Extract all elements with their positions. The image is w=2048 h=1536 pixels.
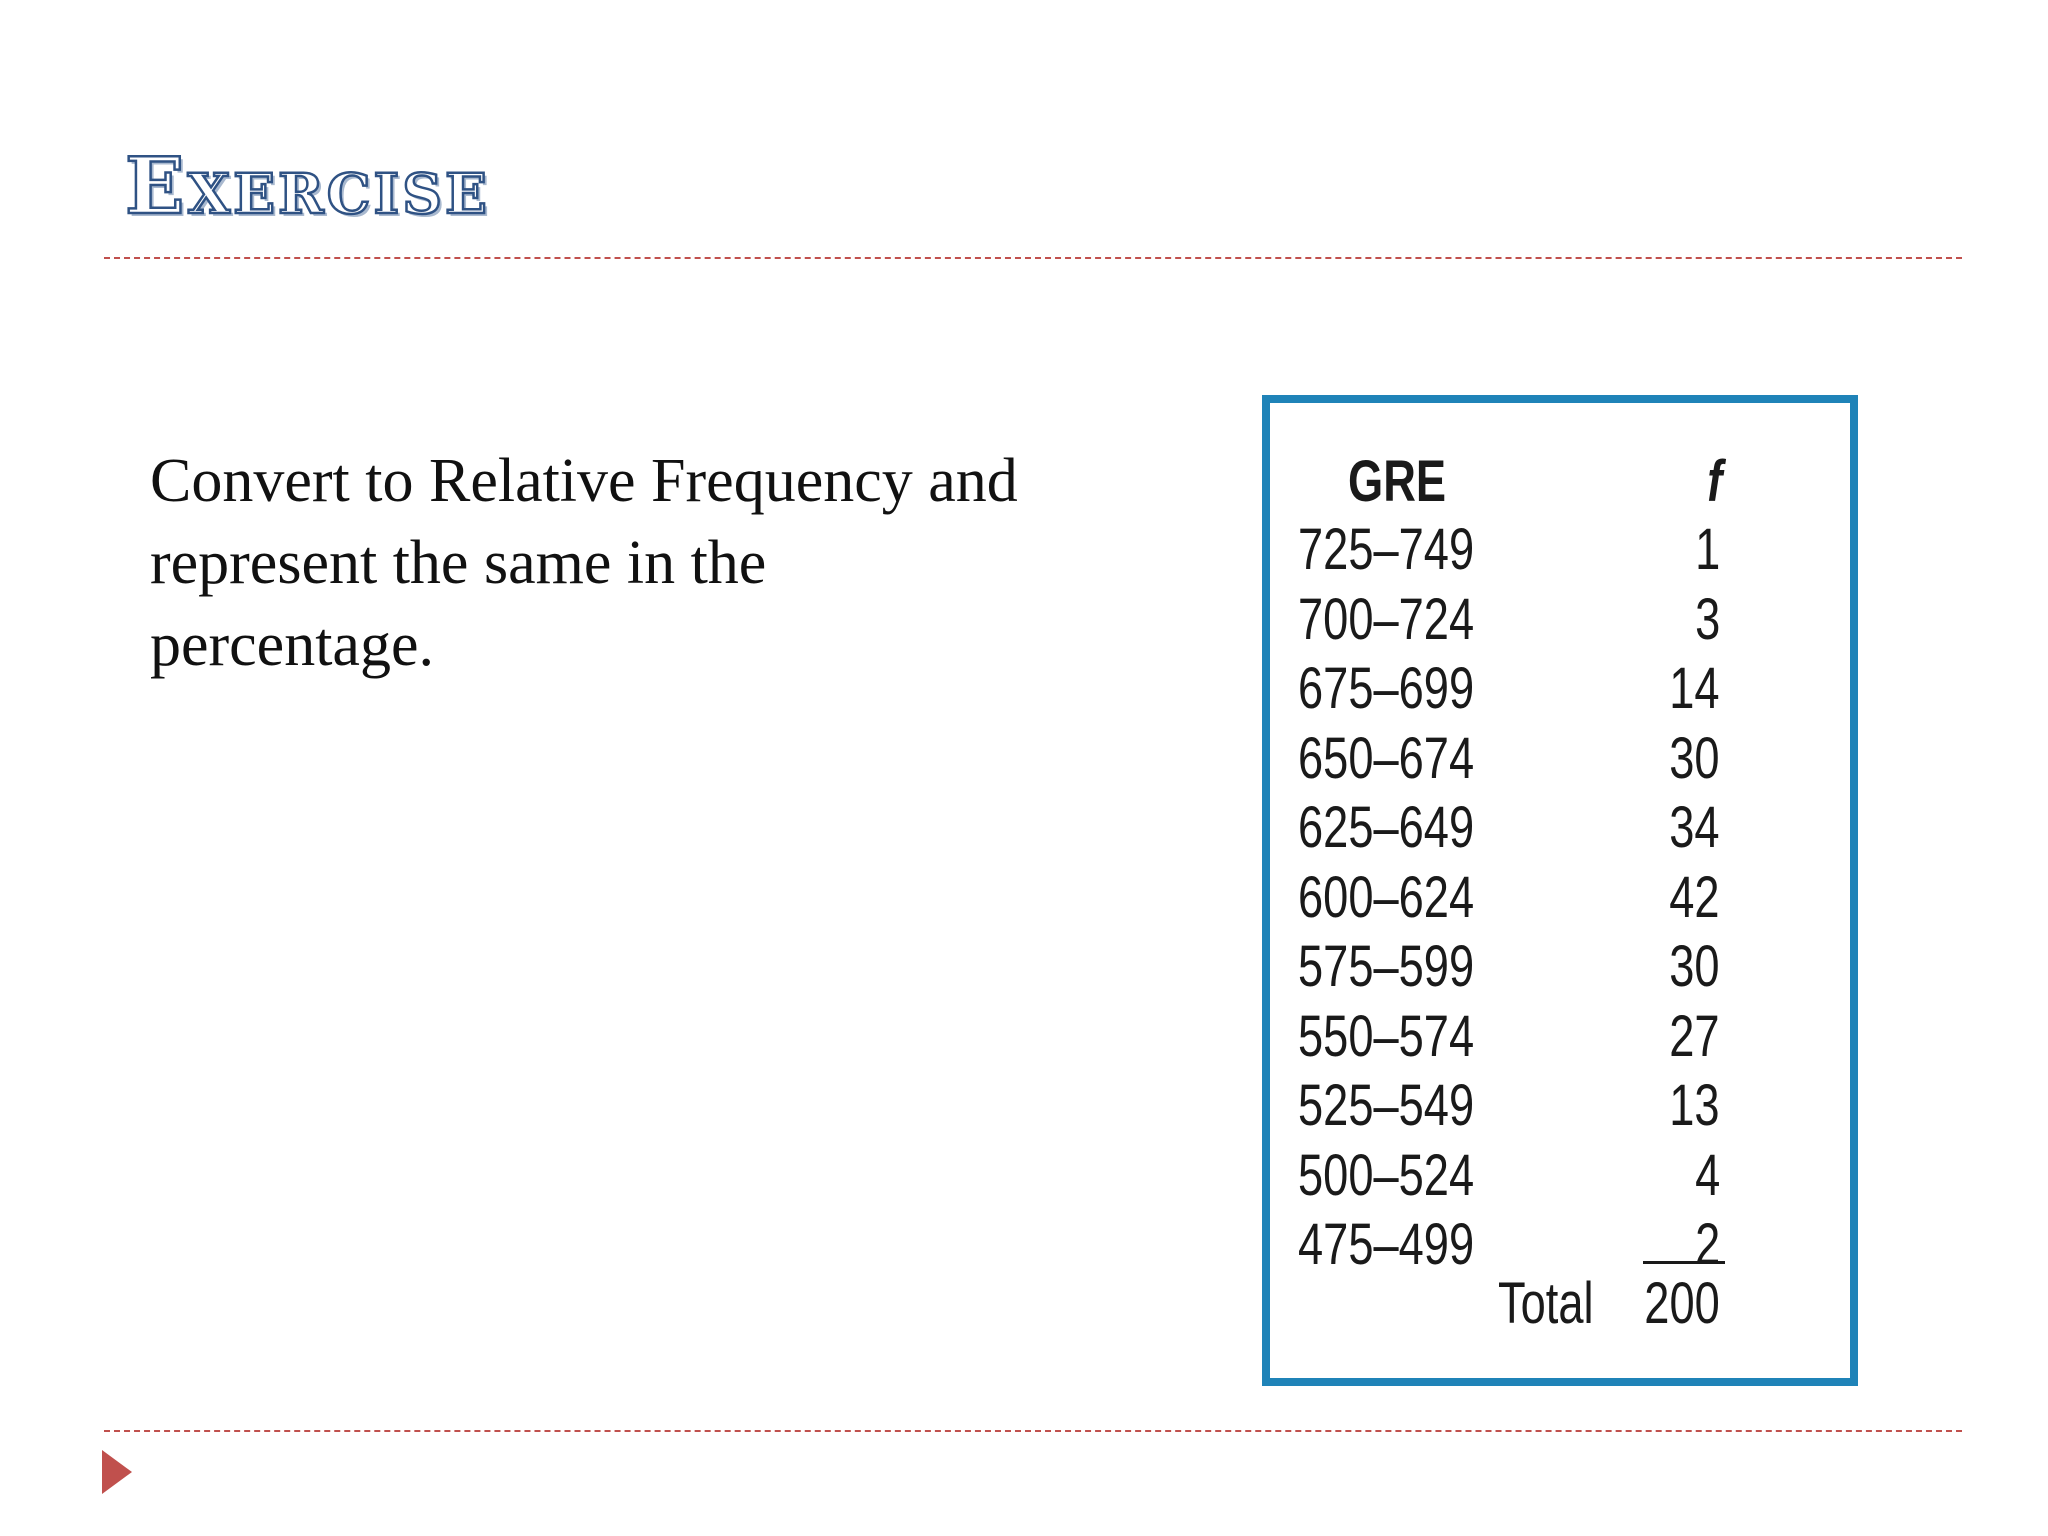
table-row-range: 500–524 [1298, 1143, 1475, 1208]
table-row-frequency: 1 [1694, 517, 1720, 582]
total-rule [1643, 1261, 1725, 1264]
table-row-frequency: 4 [1694, 1143, 1720, 1208]
bottom-divider [104, 1430, 1962, 1432]
table-row-range: 600–624 [1298, 865, 1475, 930]
table-row-frequency: 3 [1694, 587, 1720, 652]
table-row-range: 575–599 [1298, 934, 1475, 999]
table-row-range: 625–649 [1298, 795, 1475, 860]
table-row-frequency: 42 [1669, 865, 1720, 930]
table-row-range: 525–549 [1298, 1073, 1475, 1138]
triangle-right-icon [102, 1450, 132, 1494]
table-row-frequency: 34 [1669, 795, 1720, 860]
table-header-gre: GRE [1348, 449, 1447, 514]
table-row-range: 650–674 [1298, 726, 1475, 791]
table-row-frequency: 14 [1669, 656, 1720, 721]
table-header-frequency: f [1706, 449, 1722, 514]
table-row-range: 475–499 [1298, 1212, 1475, 1277]
table-row-frequency: 30 [1669, 726, 1720, 791]
instruction-text: Convert to Relative Frequency and represent the same in the percentage. [150, 447, 1018, 679]
table-row-range: 550–574 [1298, 1004, 1475, 1069]
total-label: Total [1498, 1271, 1594, 1336]
table-row-range: 700–724 [1298, 587, 1475, 652]
table-row-range: 725–749 [1298, 517, 1475, 582]
table-row-frequency: 27 [1669, 1004, 1720, 1069]
slide-title: Exercise [125, 141, 490, 232]
table-row-range: 675–699 [1298, 656, 1475, 721]
table-row-frequency: 2 [1694, 1212, 1720, 1277]
table-row-frequency: 13 [1669, 1073, 1720, 1138]
top-divider [104, 257, 1962, 259]
total-value: 200 [1644, 1271, 1720, 1336]
table-row-frequency: 30 [1669, 934, 1720, 999]
frequency-table [1262, 395, 1858, 1386]
